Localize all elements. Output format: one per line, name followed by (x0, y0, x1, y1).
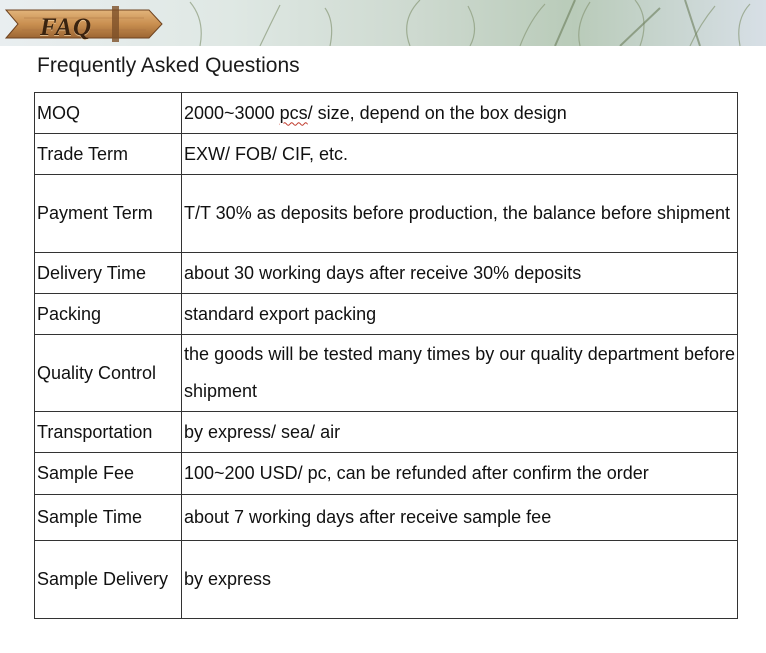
answer-cell (182, 93, 738, 134)
answer-cell: about 7 working days after receive sample fee (182, 495, 738, 541)
question-cell: Payment Term (35, 175, 182, 253)
question-cell: Quality Control (35, 335, 182, 412)
answer-cell: standard export packing (182, 294, 738, 335)
table-row (35, 134, 738, 175)
answer-cell: about 30 working days after receive 30% deposits (182, 253, 738, 294)
question-cell: Trade Term (35, 134, 182, 175)
table-row (35, 453, 738, 495)
faq-sign (4, 6, 164, 42)
faq-table (34, 92, 738, 619)
spellcheck-word: pcs (279, 102, 308, 123)
question-cell: MOQ (35, 93, 182, 134)
answer-cell: T/T 30% as deposits before production, the balance before shipment (182, 175, 738, 253)
question-cell: Sample Fee (35, 453, 182, 495)
question-cell: Sample Time (35, 495, 182, 541)
answer-text: / size, depend on the box design (307, 102, 567, 123)
table-row (35, 335, 738, 412)
table-row (35, 495, 738, 541)
answer-cell: 100~200 USD/ pc, can be refunded after confirm the order (182, 453, 738, 495)
answer-cell: by express (182, 541, 738, 619)
answer-text: 2000~3000 (184, 102, 280, 123)
table-row (35, 412, 738, 453)
question-cell: Transportation (35, 412, 182, 453)
table-row (35, 93, 738, 134)
faq-sign-label: FAQ (40, 14, 93, 41)
page-title: Frequently Asked Questions (37, 54, 300, 77)
answer-cell: by express/ sea/ air (182, 412, 738, 453)
question-cell: Packing (35, 294, 182, 335)
question-cell: Sample Delivery (35, 541, 182, 619)
table-row (35, 294, 738, 335)
table-row (35, 541, 738, 619)
table-row (35, 175, 738, 253)
answer-cell: the goods will be tested many times by our quality department before shipment (182, 335, 738, 412)
question-cell: Delivery Time (35, 253, 182, 294)
answer-cell: EXW/ FOB/ CIF, etc. (182, 134, 738, 175)
table-row (35, 253, 738, 294)
faq-banner (0, 0, 766, 46)
